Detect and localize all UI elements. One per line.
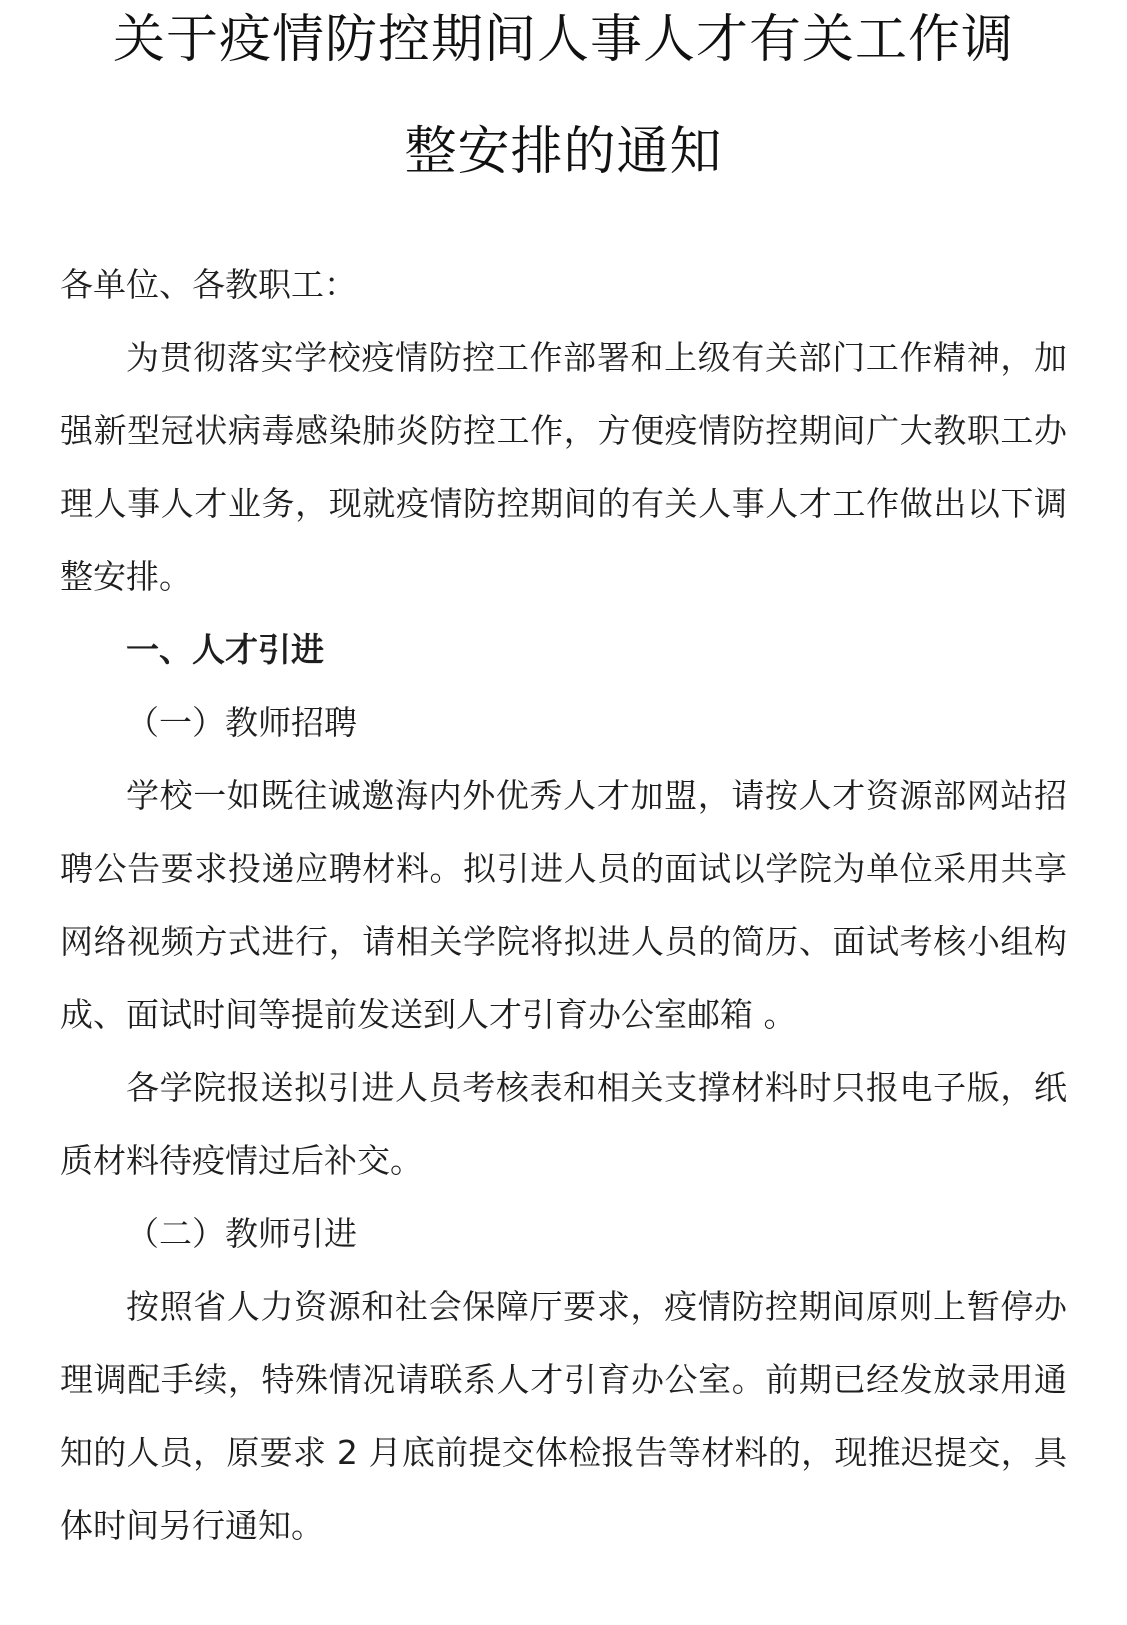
- subsection-heading-teacher-recruitment: （一）教师招聘: [126, 703, 357, 742]
- introduction-paragraph-1: 按照省人力资源和社会保障厅要求，疫情防控期间原则上暂停办理调配手续，特殊情况请联系人才引育办公室。前期已经发放录用通知的人员，原要求 2 月底前提交体检报告等材料的，现推迟提交，具体时间另行通知。: [60, 1287, 1067, 1545]
- recruitment-paragraph-1: 学校一如既往诚邀海内外优秀人才加盟，请按人才资源部网站招聘公告要求投递应聘材料。拟引进人员的面试以学院为单位采用共享网络视频方式进行，请相关学院将拟进人员的简历、面试考核小组构成、面试时间等提前发送到人才引育办公室邮箱 。: [60, 776, 1067, 1034]
- section-heading-talent-introduction: 一、人才引进: [126, 630, 324, 669]
- intro-paragraph: 为贯彻落实学校疫情防控工作部署和上级有关部门工作精神，加强新型冠状病毒感染肺炎防控工作，方便疫情防控期间广大教职工办理人事人才业务，现就疫情防控期间的有关人事人才工作做出以下调整安排。: [60, 338, 1067, 596]
- title-line-1: 关于疫情防控期间人事人才有关工作调: [112, 10, 1014, 70]
- title-line-2: 整安排的通知: [404, 122, 723, 182]
- recruitment-paragraph-2: 各学院报送拟引进人员考核表和相关支撑材料时只报电子版，纸质材料待疫情过后补交。: [60, 1068, 1067, 1180]
- subsection-heading-teacher-introduction: （二）教师引进: [126, 1214, 357, 1253]
- document-title: [60, 0, 1067, 208]
- salutation: 各单位、各教职工：: [60, 265, 357, 304]
- document-body: [60, 248, 1067, 1562]
